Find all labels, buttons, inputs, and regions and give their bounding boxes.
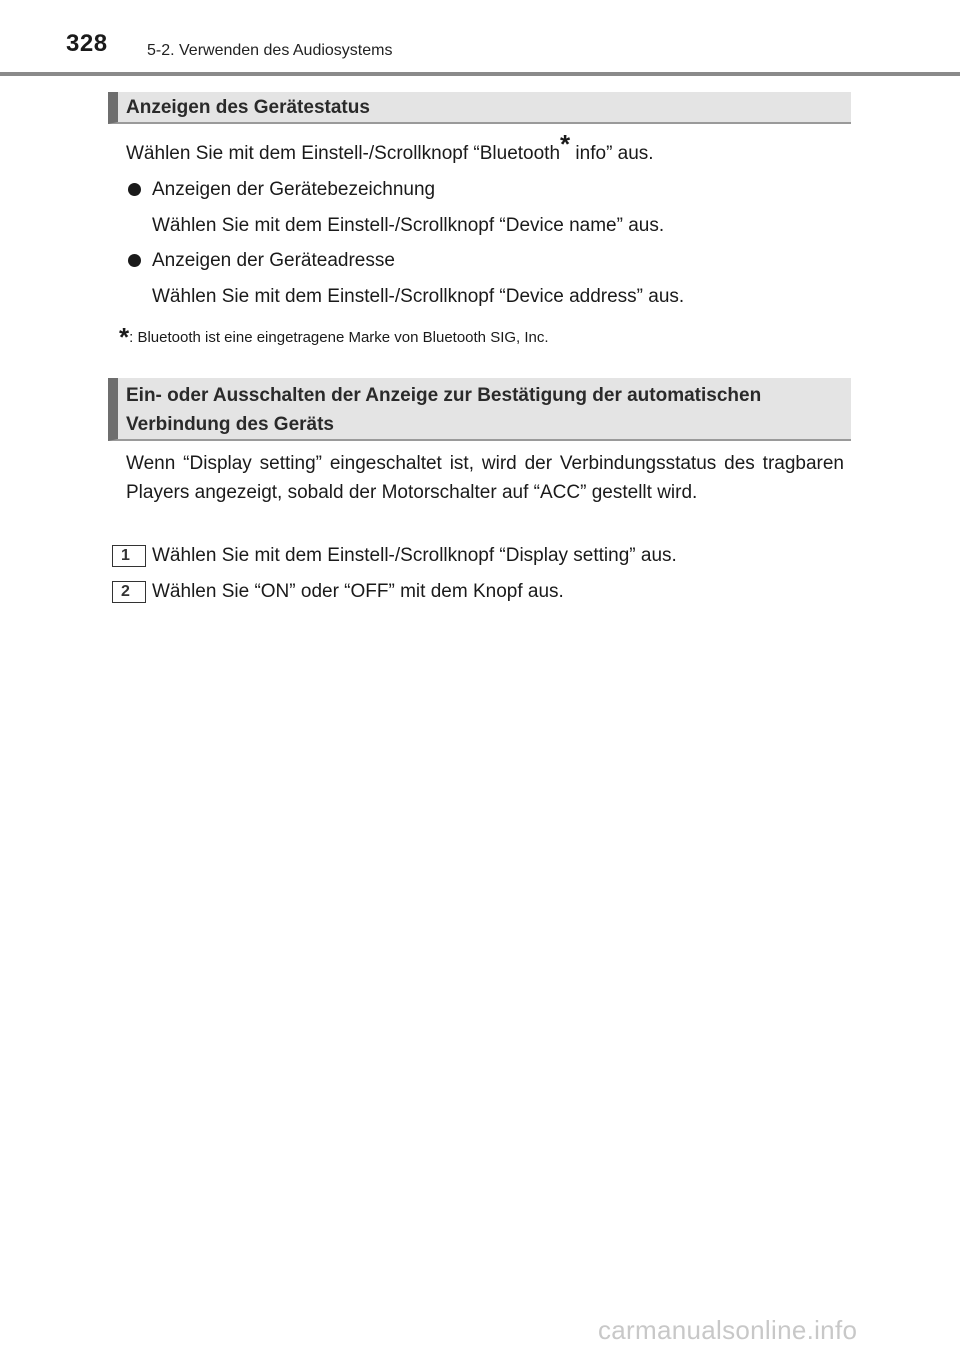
step-number-1: 1: [112, 545, 146, 567]
watermark: carmanualsonline.info: [598, 1315, 858, 1345]
bullet-icon: [128, 183, 141, 196]
footnote-star-marker: *: [560, 129, 571, 159]
step-text-1: Wählen Sie mit dem Einstell-/Scrollknopf “Display setting” aus.: [152, 545, 677, 566]
footnote-star: *: [119, 322, 130, 352]
step-text-2: Wählen Sie “ON” oder “OFF” mit dem Knopf aus.: [152, 581, 564, 602]
section2-title-line1: Ein- oder Ausschalten der Anzeige zur Bestätigung der automatischen: [126, 385, 762, 406]
section2-title-line2: Verbindung des Geräts: [126, 414, 334, 435]
bullet-label-device-address: Anzeigen der Geräteadresse: [152, 250, 395, 271]
chapter-title: 5-2. Verwenden des Audiosystems: [147, 42, 393, 59]
header-rule: [0, 72, 960, 76]
intro-text-before: Wählen Sie mit dem Einstell-/Scrollknopf “Bluetooth: [126, 143, 561, 164]
bullet-text-device-name: Wählen Sie mit dem Einstell-/Scrollknopf “Device name” aus.: [152, 215, 665, 236]
bullet-label-device-name: Anzeigen der Gerätebezeichnung: [152, 179, 436, 200]
section1-intro: [126, 129, 654, 168]
step-number-2: 2: [112, 581, 146, 603]
bullet-icon: [128, 254, 141, 267]
intro-text-after: info” aus.: [570, 143, 654, 164]
bullet-text-device-address: Wählen Sie mit dem Einstell-/Scrollknopf “Device address” aus.: [152, 286, 685, 307]
section-heading-device-status: Anzeigen des Gerätestatus: [108, 92, 851, 124]
page-number: 328: [66, 30, 108, 57]
footnote: [119, 318, 549, 352]
footnote-text: : Bluetooth ist eine eingetragene Marke von Bluetooth SIG, Inc.: [129, 329, 549, 346]
section2-body: Wenn “Display setting” eingeschaltet ist, wird der Verbindungsstatus des tragbaren Players angezeigt, sobald der Motorschalter auf “ACC” gestellt wird.: [126, 453, 844, 503]
section-heading-auto-connect-display: [108, 378, 851, 441]
